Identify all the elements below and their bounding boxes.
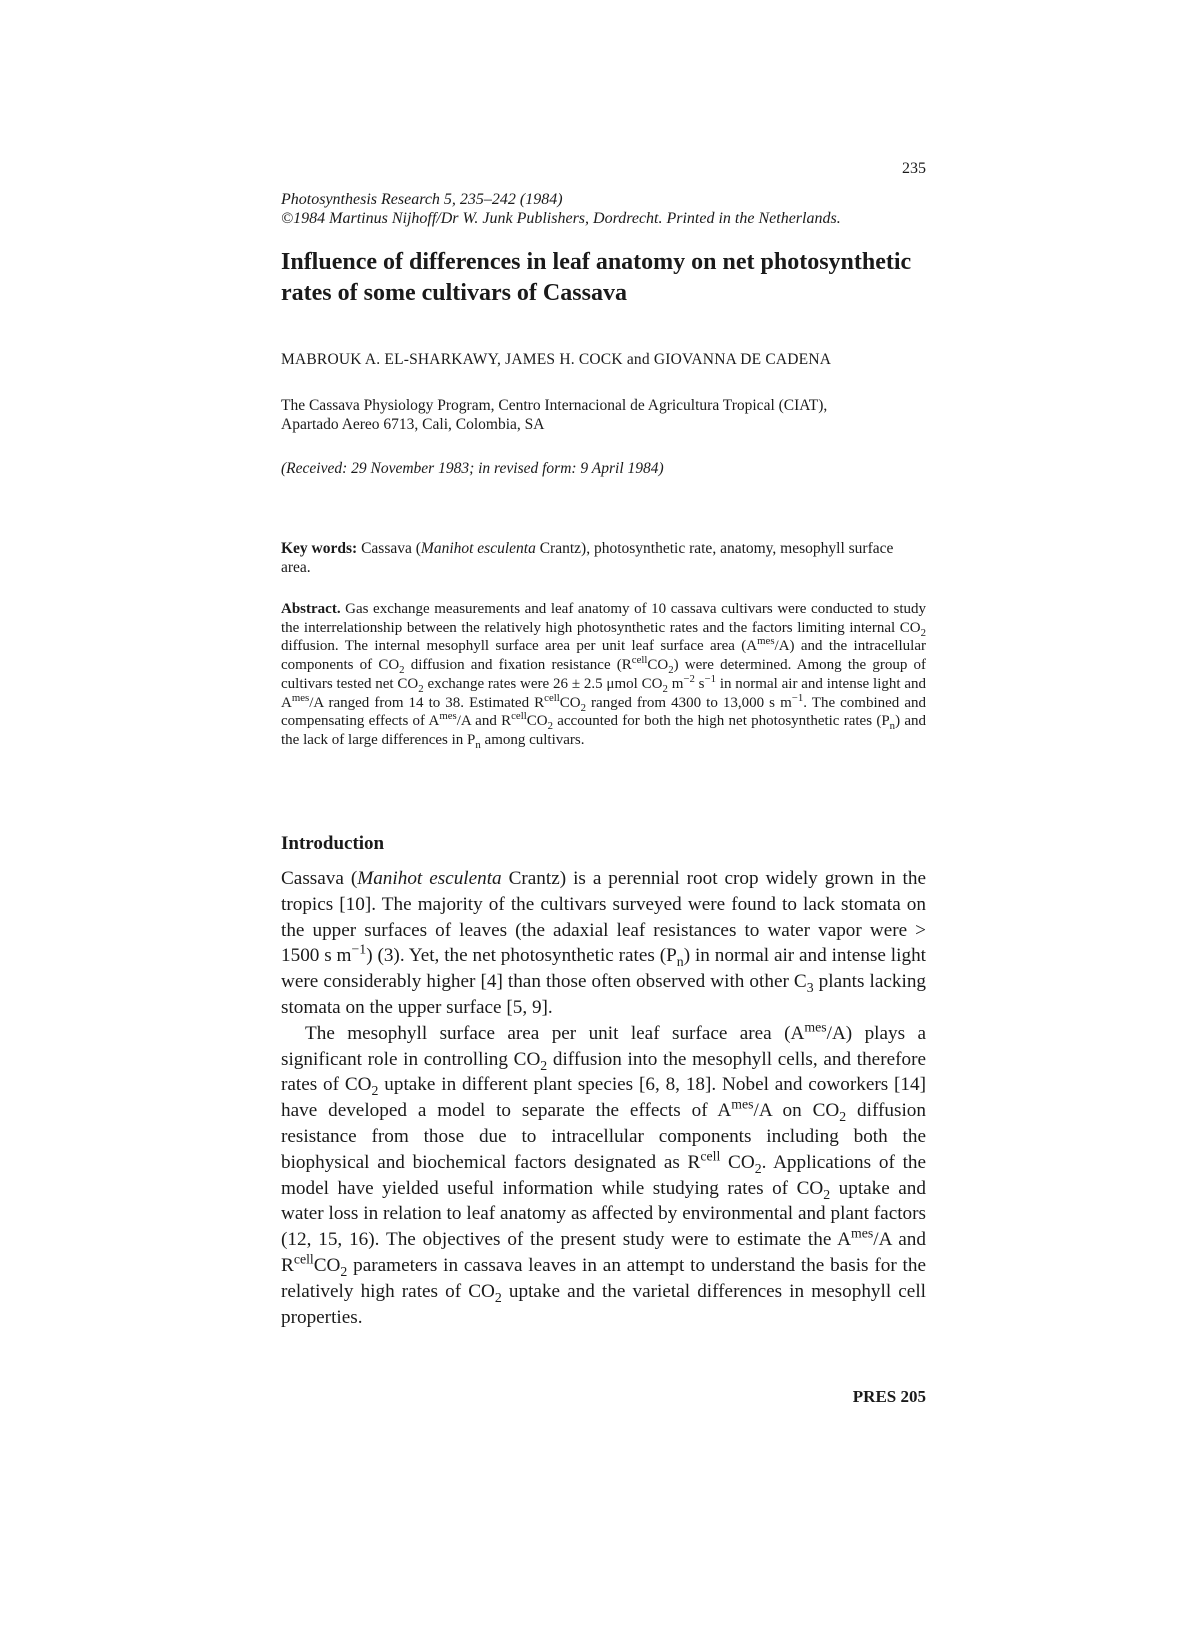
subscript: 2 bbox=[418, 682, 424, 695]
abstract-text: diffusion. The internal mesophyll surface area per unit leaf surface area (A bbox=[281, 638, 758, 655]
abstract bbox=[281, 600, 926, 750]
abstract-text: ranged from 4300 to 13,000 s m bbox=[586, 694, 792, 711]
abstract-label: Abstract. bbox=[281, 601, 341, 617]
subscript: 2 bbox=[580, 701, 586, 714]
subscript: 2 bbox=[399, 664, 405, 677]
intro-text: diffusion into the mesophyll cells, and therefore rates of CO bbox=[281, 1048, 926, 1096]
superscript: −2 bbox=[683, 672, 695, 685]
affiliation bbox=[281, 396, 941, 434]
superscript: cell bbox=[511, 710, 527, 723]
intro-text: The mesophyll surface area per unit leaf surface area (A bbox=[305, 1022, 805, 1044]
superscript: cell bbox=[700, 1148, 721, 1164]
intro-paragraph-2 bbox=[281, 1021, 926, 1331]
subscript: 2 bbox=[754, 1160, 762, 1176]
subscript: 2 bbox=[662, 682, 668, 695]
subscript: 2 bbox=[547, 720, 553, 733]
abstract-text: s bbox=[694, 675, 705, 692]
abstract-text: CO bbox=[559, 694, 581, 711]
received-dates: (Received: 29 November 1983; in revised form: 9 April 1984) bbox=[281, 460, 664, 477]
abstract-text: /A ranged from 14 to 38. Estimated R bbox=[309, 694, 545, 711]
intro-text: . Applications of the model have yielded useful information while studying rates of CO bbox=[281, 1151, 927, 1199]
keywords-text: Cassava ( bbox=[357, 540, 421, 557]
subscript: n bbox=[889, 720, 896, 733]
superscript: mes bbox=[851, 1225, 874, 1241]
intro-paragraph-1 bbox=[281, 866, 926, 1021]
superscript: −1 bbox=[704, 672, 717, 685]
superscript: cell bbox=[293, 1251, 314, 1267]
intro-text: diffusion resistance from those due to intracellular components including both the biophysical and biochemical factors designated as R bbox=[281, 1100, 926, 1173]
abstract-text: among cultivars. bbox=[480, 731, 585, 748]
superscript: −1 bbox=[351, 942, 367, 957]
abstract-text: ) were determined. Among the group of cultivars tested net CO bbox=[281, 657, 926, 692]
page-number: 235 bbox=[902, 160, 926, 177]
keywords-label: Key words: bbox=[281, 540, 358, 557]
intro-text: plants lacking stomata on the upper surface [5, 9]. bbox=[281, 971, 927, 1018]
intro-text: CO bbox=[720, 1151, 755, 1173]
intro-text: /A and R bbox=[281, 1229, 926, 1276]
abstract-text: m bbox=[667, 675, 684, 692]
affiliation-line-2: Apartado Aereo 6713, Cali, Colombia, SA bbox=[281, 416, 545, 433]
abstract-text: diffusion and fixation resistance (R bbox=[404, 657, 632, 674]
abstract-text: . The combined and compensating effects of A bbox=[281, 694, 927, 730]
subscript: 2 bbox=[839, 1109, 847, 1124]
intro-text: ) (3). Yet, the net photosynthetic rates (P bbox=[366, 945, 677, 967]
abstract-text: exchange rates were 26 ± 2.5 μmol CO bbox=[423, 675, 663, 692]
journal-line-2: ©1984 Martinus Nijhoff/Dr W. Junk Publishers, Dordrecht. Printed in the Netherlands. bbox=[281, 210, 841, 227]
subscript: 2 bbox=[823, 1186, 831, 1202]
abstract-text: accounted for both the high net photosynthetic rates (P bbox=[552, 713, 890, 730]
intro-text: uptake and water loss in relation to leaf anatomy as affected by environmental and plant factors (12, 15, 16). The objectives of the present study were to estimate the A bbox=[281, 1177, 926, 1251]
superscript: mes bbox=[804, 1019, 827, 1035]
author-list: MABROUK A. EL-SHARKAWY, JAMES H. COCK and GIOVANNA DE CADENA bbox=[281, 351, 832, 368]
keywords-text: Crantz), photosynthetic rate, anatomy, mesophyll surface area. bbox=[281, 540, 894, 576]
abstract-text: /A) and the intracellular components of CO bbox=[281, 638, 926, 674]
superscript: mes bbox=[291, 691, 310, 704]
superscript: mes bbox=[757, 635, 775, 648]
subscript: 2 bbox=[340, 1263, 348, 1279]
affiliation-line-1: The Cassava Physiology Program, Centro Internacional de Agricultura Tropical (CIAT), bbox=[281, 397, 828, 414]
intro-text: parameters in cassava leaves in an attempt to understand the basis for the relatively high rates of CO bbox=[281, 1254, 926, 1302]
superscript: −1 bbox=[791, 691, 804, 704]
subscript: 2 bbox=[371, 1083, 379, 1099]
subscript: 2 bbox=[540, 1057, 548, 1073]
abstract-text: CO bbox=[526, 713, 548, 730]
intro-text: CO bbox=[313, 1254, 341, 1276]
section-heading-introduction: Introduction bbox=[281, 833, 385, 854]
intro-text: uptake in different plant species [6, 8, 18]. Nobel and coworkers [14] have developed a model to separate the effects of A bbox=[281, 1074, 926, 1122]
intro-text: /A) plays a significant role in controlling CO bbox=[281, 1022, 926, 1070]
paper-title: Influence of differences in leaf anatomy on net photosynthetic rates of some cultivars of Cassava bbox=[281, 249, 912, 306]
introduction-body bbox=[281, 866, 926, 1330]
abstract-text: in normal air and intense light and A bbox=[281, 675, 926, 711]
subscript: 2 bbox=[920, 626, 926, 639]
intro-text: uptake and the varietal differences in mesophyll cell properties. bbox=[281, 1280, 926, 1328]
abstract-text: CO bbox=[647, 657, 669, 674]
superscript: mes bbox=[731, 1096, 754, 1112]
intro-text: Cassava ( bbox=[281, 868, 358, 889]
abstract-text: Gas exchange measurements and leaf anatomy of 10 cassava cultivars were conducted to study the interrelationship between the relatively high photosynthetic rates and the factors limiting internal CO bbox=[281, 601, 926, 636]
keywords bbox=[281, 539, 926, 577]
superscript: cell bbox=[631, 654, 648, 667]
intro-text: ) in normal air and intense light were considerably higher [4] than those often observed with other C bbox=[281, 945, 926, 993]
manuscript-code: PRES 205 bbox=[852, 1387, 926, 1406]
superscript: cell bbox=[544, 691, 560, 704]
abstract-text: /A and R bbox=[456, 713, 512, 730]
abstract-text: ) and the lack of large differences in P bbox=[281, 713, 927, 748]
subscript: n bbox=[475, 738, 481, 751]
keywords-species: Manihot esculenta bbox=[420, 540, 536, 557]
subscript: 2 bbox=[668, 664, 674, 677]
journal-citation bbox=[281, 190, 941, 228]
subscript: n bbox=[676, 954, 684, 970]
subscript: 3 bbox=[806, 980, 814, 996]
intro-text: /A on CO bbox=[753, 1100, 840, 1122]
journal-line-1: Photosynthesis Research 5, 235–242 (1984) bbox=[281, 191, 563, 208]
intro-species: Manihot esculenta bbox=[357, 868, 502, 889]
subscript: 2 bbox=[494, 1289, 502, 1305]
intro-text: Crantz) is a perennial root crop widely grown in the tropics [10]. The majority of the cultivars surveyed were found to lack stomata on the upper surfaces of leaves (the adaxial leaf resistances to water vapor were > 1500 s m bbox=[281, 868, 926, 967]
superscript: mes bbox=[439, 710, 457, 723]
